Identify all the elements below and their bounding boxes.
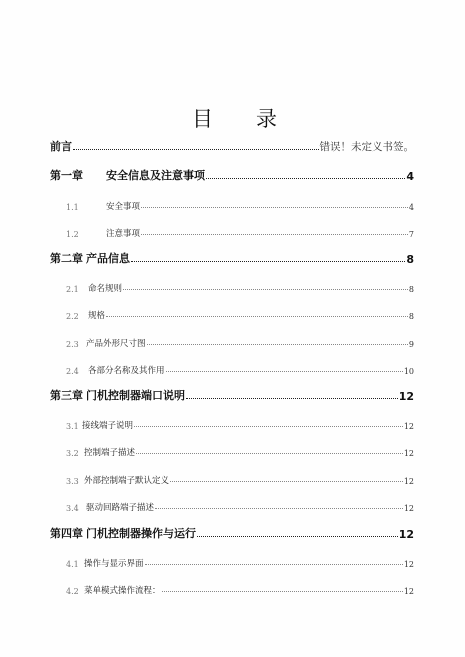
dot-leader [166,371,403,372]
toc-entry-label: 规格 [88,311,106,321]
toc-entry-label: 注意事项 [106,229,141,239]
toc-entry-number: 1.1 [66,203,79,212]
dot-leader [145,564,403,565]
dot-leader [73,149,319,150]
toc-entry-page: 4 [406,170,414,183]
toc-entry-section-4-1[interactable] [66,551,414,569]
toc-entry-section-4-2[interactable] [66,578,414,596]
toc-entry-label: 菜单模式操作流程： [84,586,161,596]
toc-entry-number: 3.3 [66,477,79,486]
toc-entry-number: 第四章 [50,527,83,540]
toc-entry-section-2-3[interactable] [66,331,414,349]
dot-leader [131,261,405,262]
toc-entry-preface[interactable] [50,136,414,154]
toc-entry-label: 产品外形尺寸图 [86,339,146,349]
toc-entry-page: 12 [403,587,414,596]
toc-entry-number: 3.4 [66,504,79,513]
toc-entry-chapter-1[interactable] [50,165,414,183]
toc-entry-number: 第二章 [50,252,83,265]
toc-entry-page: 8 [408,312,414,321]
toc-entry-page: 7 [408,230,414,239]
toc-entry-page: 12 [403,504,414,513]
toc-entry-label: 外部控制端子默认定义 [84,476,170,486]
dot-leader [197,536,398,537]
toc-entry-page: 12 [403,477,414,486]
dot-leader [141,234,408,235]
toc-entry-section-1-1[interactable] [66,194,414,212]
dot-leader [136,453,403,454]
toc-entry-number: 2.4 [66,367,79,376]
toc-entry-number: 第三章 [50,389,83,402]
toc-entry-number: 2.1 [66,285,79,294]
toc-entry-page: 9 [408,340,414,349]
toc-entry-label: 命名规则 [88,284,123,294]
toc-entry-page: 12 [398,390,414,403]
toc-entry-page: 8 [406,253,414,266]
toc-entry-chapter-3[interactable] [50,385,414,403]
toc-entry-chapter-2[interactable] [50,248,414,266]
toc-entry-label: 控制端子描述 [84,448,136,458]
toc-entry-page: 12 [403,449,414,458]
toc-entry-number: 4.1 [66,560,79,569]
toc-entry-page: 10 [403,367,414,376]
toc-entry-page: 4 [408,203,414,212]
toc-entry-label: 产品信息 [86,252,130,265]
toc-entry-section-3-4[interactable] [66,495,414,513]
dot-leader [106,316,408,317]
dot-leader [141,207,408,208]
toc-entry-label: 安全事项 [106,202,141,212]
toc-entry-label: 门机控制器端口说明 [86,389,185,402]
toc-entry-number: 第一章 [50,169,83,182]
toc-entry-page: 12 [398,528,414,541]
toc-entry-page: 12 [403,422,414,431]
toc-entry-number: 3.1 [66,422,79,431]
toc-entry-number: 2.3 [66,340,79,349]
dot-leader [123,289,408,290]
toc-entry-section-3-1[interactable] [66,413,414,431]
toc-entry-label: 安全信息及注意事项 [106,169,205,182]
toc-entry-error-note: 错误！未定义书签。 [319,141,414,153]
toc-entry-section-3-3[interactable] [66,468,414,486]
toc-entry-section-3-2[interactable] [66,440,414,458]
toc-entry-label: 前言 [50,140,72,153]
toc-entry-number: 2.2 [66,312,79,321]
toc-entry-label: 接线端子说明 [82,421,134,431]
toc-title-char-2: 录 [256,107,277,131]
toc-entry-section-2-4[interactable] [66,358,414,376]
dot-leader [206,178,405,179]
toc-entry-label: 操作与显示界面 [84,559,144,569]
dot-leader [155,508,403,509]
dot-leader [162,591,403,592]
toc-entry-label: 各部分名称及其作用 [88,366,165,376]
toc-entry-section-2-1[interactable] [66,276,414,294]
toc-entry-page: 12 [403,560,414,569]
toc-entry-section-2-2[interactable] [66,303,414,321]
toc-entry-label: 门机控制器操作与运行 [86,527,196,540]
toc-entry-number: 3.2 [66,449,79,458]
dot-leader [134,426,403,427]
toc-entry-label: 驱动回路端子描述 [86,503,155,513]
toc-title-char-1: 目 [192,107,213,131]
toc-entry-number: 1.2 [66,230,79,239]
dot-leader [186,398,398,399]
dot-leader [170,481,403,482]
toc-entry-section-1-2[interactable] [66,221,414,239]
dot-leader [147,344,408,345]
toc-entry-chapter-4[interactable] [50,523,414,541]
toc-entry-number: 4.2 [66,587,79,596]
toc-entry-page: 8 [408,285,414,294]
